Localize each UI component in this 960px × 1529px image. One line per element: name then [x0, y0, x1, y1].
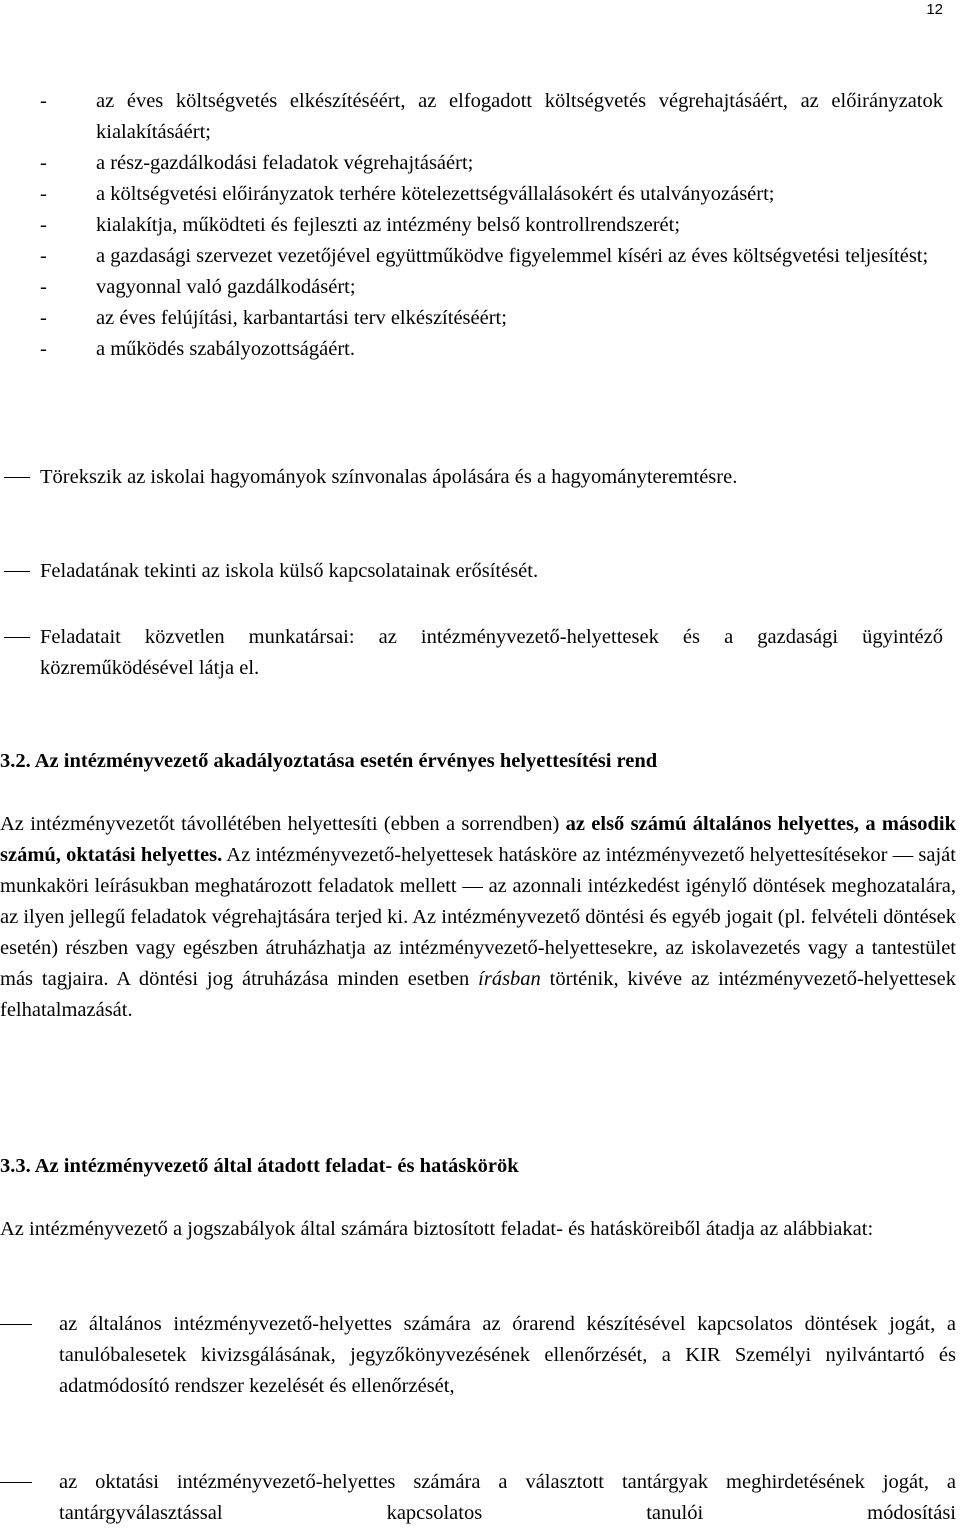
section-heading: 3.3. Az intézményvezető által átadott feladat- és hatáskörök	[0, 1155, 519, 1177]
dash-item-text: Feladatait közvetlen munkatársai: az intézményvezető-helyettesek és a gazdasági ügyintéző közreműködésével látja el.	[40, 626, 943, 679]
list-item	[0, 148, 960, 179]
list-item-text: az éves költségvetés elkészítéséért, az elfogadott költségvetés végrehajtásáért, az előirányzatok kialakításáért;	[96, 90, 943, 143]
dash-bullet	[4, 571, 30, 572]
list-item-text: kialakítja, működteti és fejleszti az intézmény belső kontrollrendszerét;	[96, 214, 681, 236]
list-item-text: a rész-gazdálkodási feladatok végrehajtásáért;	[96, 152, 474, 174]
list-bullet: -	[40, 307, 47, 329]
dash-bullet	[4, 637, 30, 638]
list-item-text: az éves felújítási, karbantartási terv elkészítéséért;	[96, 307, 507, 329]
list-item	[0, 210, 960, 241]
dash-list-item	[0, 1309, 960, 1402]
paragraph-text: történik, kivéve az intézményvezető-helyettesek felhatalmazását.	[0, 968, 956, 1021]
list-item-text: vagyonnal való gazdálkodásért;	[96, 276, 356, 298]
dash-item-text: Feladatának tekinti az iskola külső kapcsolatainak erősítését.	[40, 560, 539, 582]
dash-list-item	[0, 1467, 960, 1529]
list-item-text: a működés szabályozottságáért.	[96, 338, 356, 360]
page-number: 12	[926, 1, 943, 18]
dash-bullet	[0, 1482, 32, 1483]
dash-list-item	[0, 462, 960, 493]
list-item	[0, 241, 960, 272]
list-bullet: -	[40, 276, 47, 298]
list-item	[0, 86, 960, 148]
dash-list-item	[0, 622, 960, 684]
list-item	[0, 272, 960, 303]
list-item-text: a gazdasági szervezet vezetőjével együttműködve figyelemmel kíséri az éves költségvetési teljesítést;	[96, 245, 929, 267]
list-item	[0, 334, 960, 365]
responsibility-list	[0, 86, 960, 365]
delegation-intro: Az intézményvezető a jogszabályok által számára biztosított feladat- és hatásköreiből átadja az alábbiakat:	[0, 1218, 874, 1240]
list-bullet: -	[40, 90, 47, 112]
paragraph-italic-text: írásban	[478, 968, 541, 990]
list-bullet: -	[40, 214, 47, 236]
substitution-paragraph	[0, 809, 956, 1026]
dash-item-text: Törekszik az iskolai hagyományok színvonalas ápolására és a hagyományteremtésre.	[40, 466, 738, 488]
list-bullet: -	[40, 338, 47, 360]
list-bullet: -	[40, 245, 47, 267]
paragraph-bold-text: az első számú általános helyettes, a második számú, oktatási helyettes.	[0, 813, 956, 866]
list-bullet: -	[40, 183, 47, 205]
list-item-text: a költségvetési előirányzatok terhére kötelezettségvállalásokért és utalványozásért;	[96, 183, 775, 205]
dash-list-item	[0, 556, 960, 587]
list-item	[0, 179, 960, 210]
section-heading: 3.2. Az intézményvezető akadályoztatása esetén érvényes helyettesítési rend	[0, 750, 658, 772]
dash-bullet	[0, 1324, 32, 1325]
dash-item-text: az általános intézményvezető-helyettes számára az órarend készítésével kapcsolatos döntések jogát, a tanulóbalesetek kivizsgálásának, jegyzőkönyvezésének ellenőrzését, a KIR Személyi nyilvántartó és adatmódosító rendszer kezelését és ellenőrzését,	[59, 1313, 956, 1397]
list-item	[0, 303, 960, 334]
paragraph-text: Az intézményvezetőt távollétében helyettesíti (ebben a sorrendben)	[0, 813, 566, 835]
dash-item-text: az oktatási intézményvezető-helyettes számára a választott tantárgyak meghirdetésének jogát, a tantárgyválasztással kapcsolatos tanulói módosítási	[59, 1471, 956, 1524]
list-bullet: -	[40, 152, 47, 174]
dash-bullet	[4, 477, 30, 478]
paragraph-text: Az intézményvezető-helyettesek hatásköre az intézményvezető helyettesítésekor — saját munkaköri leírásukban meghatározott feladatok mellett — az azonnali intézkedést igénylő döntések meghozatalára, az ilyen jellegű feladatok végrehajtására terjed ki. Az intézményvezető döntési és egyéb jogait (pl. felvételi döntések esetén) részben vagy egészben átruházhatja az intézményvezető-helyettesekre, az iskolavezetés vagy a tantestület más tagjaira. A döntési jog átruházása minden esetben	[0, 844, 956, 990]
